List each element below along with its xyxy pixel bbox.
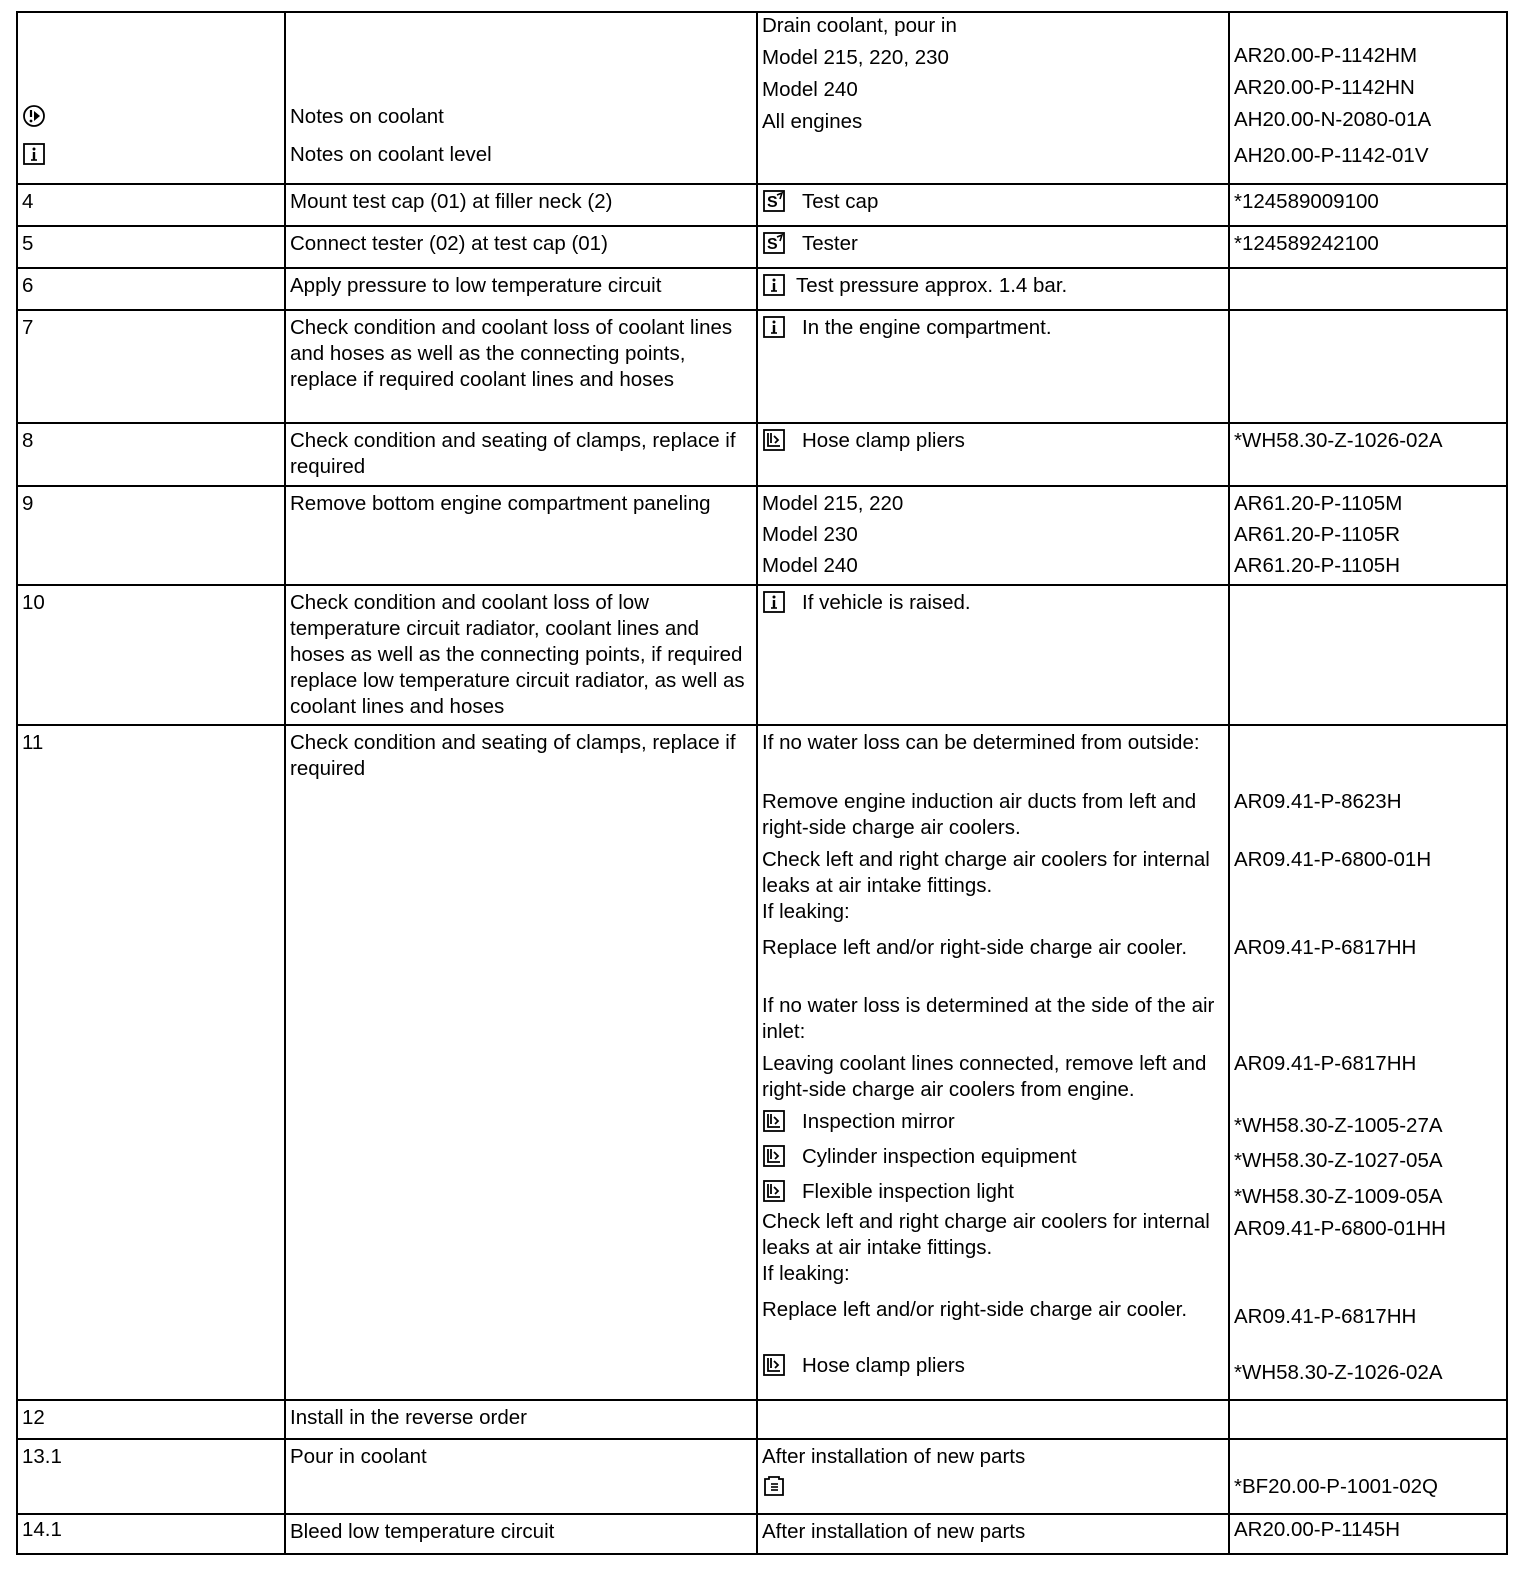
reference-cell: [1229, 1514, 1507, 1554]
step-action: Check condition and seating of clamps, replace if required: [290, 429, 736, 478]
detail-cell: [757, 725, 1229, 1400]
detail-cell: [757, 184, 1229, 226]
note-text: If vehicle is raised.: [802, 591, 971, 614]
action-cell: [285, 1400, 757, 1439]
table-row: [17, 1400, 1507, 1439]
commercial-tool-icon: [762, 1353, 788, 1377]
action-cell: [285, 585, 757, 725]
reference-code: *WH58.30-Z-1026-02A: [1234, 1361, 1443, 1384]
step-number-cell: [17, 725, 285, 1400]
condition-text: If no water loss is determined at the side of the air inlet:: [762, 994, 1215, 1043]
step-number: 8: [22, 429, 34, 452]
reference-code: AR09.41-P-6817HH: [1234, 1305, 1417, 1328]
tool-name: Inspection mirror: [802, 1110, 955, 1133]
instruction-text: Replace left and/or right-side charge air cooler.: [762, 1298, 1188, 1321]
condition-text: After installation of new parts: [762, 1520, 1026, 1543]
reference-code: AR09.41-P-6817HH: [1234, 1052, 1417, 1075]
reference-code: AR20.00-P-1145H: [1234, 1518, 1400, 1541]
step-number: 7: [22, 316, 34, 339]
step-number-cell: [17, 1400, 285, 1439]
step-number-cell: [17, 1514, 285, 1554]
step-action: Apply pressure to low temperature circuit: [290, 274, 662, 297]
svg-text:S: S: [767, 236, 778, 253]
info-icon: [762, 273, 788, 297]
detail-text: Model 230: [762, 523, 858, 546]
detail-cell: [757, 1439, 1229, 1514]
table-row: [17, 423, 1507, 486]
table-row: [17, 184, 1507, 226]
reference-code: *124589242100: [1234, 232, 1379, 255]
condition-text: After installation of new parts: [762, 1445, 1026, 1468]
reference-code: AR09.41-P-6817HH: [1234, 936, 1417, 959]
table-row: [17, 226, 1507, 268]
reference-code: *WH58.30-Z-1009-05A: [1234, 1185, 1443, 1208]
note-label: Notes on coolant: [290, 105, 444, 128]
table-row: [17, 268, 1507, 310]
reference-code: AR61.20-P-1105R: [1234, 523, 1400, 546]
notice-arrow-icon: [22, 104, 48, 128]
detail-cell: [757, 1400, 1229, 1439]
fluid-container-icon: [762, 1474, 788, 1498]
detail-text: Model 240: [762, 554, 858, 577]
step-number-cell: [17, 1439, 285, 1514]
step-number: 12: [22, 1406, 45, 1429]
instruction-text: Leaving coolant lines connected, remove left and right-side charge air coolers from engine.: [762, 1052, 1207, 1101]
step-number-cell: [17, 585, 285, 725]
table-row: [17, 1514, 1507, 1554]
reference-code: AR09.41-P-8623H: [1234, 790, 1402, 813]
special-tool-icon: [762, 189, 788, 213]
info-icon: [22, 142, 48, 166]
condition-text: If leaking:: [762, 900, 850, 923]
step-number-cell: [17, 310, 285, 423]
detail-cell: [757, 268, 1229, 310]
reference-code: AR09.41-P-6800-01H: [1234, 848, 1432, 871]
step-action: Check condition and seating of clamps, replace if required: [290, 731, 736, 780]
commercial-tool-icon: [762, 1179, 788, 1203]
commercial-tool-icon: [762, 1144, 788, 1168]
step-action: Bleed low temperature circuit: [290, 1520, 555, 1543]
action-cell: [285, 226, 757, 268]
reference-code: *124589009100: [1234, 190, 1379, 213]
step-number-cell: [17, 486, 285, 585]
info-icon: [762, 590, 788, 614]
instruction-text: Remove engine induction air ducts from left and right-side charge air coolers.: [762, 790, 1197, 839]
procedure-table: [16, 11, 1508, 1555]
detail-cell: [757, 12, 1229, 184]
reference-code: *WH58.30-Z-1027-05A: [1234, 1149, 1443, 1172]
reference-cell: [1229, 184, 1507, 226]
step-number-cell: [17, 423, 285, 486]
detail-cell: [757, 310, 1229, 423]
tool-name: Flexible inspection light: [802, 1180, 1014, 1203]
instruction-text: Check left and right charge air coolers for internal leaks at air intake fittings.: [762, 1210, 1210, 1259]
step-number: 11: [22, 731, 44, 754]
detail-text: Model 215, 220: [762, 492, 904, 515]
step-number: 14.1: [22, 1518, 62, 1541]
reference-code: AR61.20-P-1105H: [1234, 554, 1400, 577]
detail-cell: [757, 486, 1229, 585]
detail-cell: [757, 226, 1229, 268]
step-action: Install in the reverse order: [290, 1406, 528, 1429]
step-action: Remove bottom engine compartment paneling: [290, 492, 711, 515]
step-action: Pour in coolant: [290, 1445, 427, 1468]
step-number: 6: [22, 274, 34, 297]
step-number: 10: [22, 591, 45, 614]
reference-code: AH20.00-N-2080-01A: [1234, 108, 1432, 131]
action-cell: [285, 184, 757, 226]
condition-text: If leaking:: [762, 1262, 850, 1285]
table-row: [17, 486, 1507, 585]
tool-name: Cylinder inspection equipment: [802, 1145, 1077, 1168]
reference-cell: [1229, 12, 1507, 184]
instruction-text: Check left and right charge air coolers for internal leaks at air intake fittings.: [762, 848, 1210, 897]
action-cell: [285, 1514, 757, 1554]
note-text: Test pressure approx. 1.4 bar.: [796, 274, 1068, 297]
action-cell: [285, 1439, 757, 1514]
action-cell: [285, 423, 757, 486]
action-cell: [285, 12, 757, 184]
detail-cell: [757, 423, 1229, 486]
step-number: 5: [22, 232, 34, 255]
table-row: [17, 725, 1507, 1400]
detail-cell: [757, 585, 1229, 725]
info-icon: [762, 315, 788, 339]
reference-code: AR61.20-P-1105M: [1234, 492, 1403, 515]
note-text: In the engine compartment.: [802, 316, 1052, 339]
step-action: Check condition and coolant loss of low temperature circuit radiator, coolant lines and hoses as well as the connecting points, if required replace low temperature circuit radiator, as well as coolant lines and hoses: [290, 591, 745, 718]
reference-code: AR20.00-P-1142HN: [1234, 76, 1415, 99]
reference-cell: [1229, 1439, 1507, 1514]
reference-cell: [1229, 725, 1507, 1400]
reference-code: AH20.00-P-1142-01V: [1234, 144, 1429, 167]
reference-cell: [1229, 1400, 1507, 1439]
reference-code: *BF20.00-P-1001-02Q: [1234, 1475, 1438, 1498]
step-number-cell: [17, 268, 285, 310]
commercial-tool-icon: [762, 1109, 788, 1133]
reference-cell: [1229, 226, 1507, 268]
action-cell: [285, 310, 757, 423]
table-row: [17, 1439, 1507, 1514]
detail-text: Model 240: [762, 78, 858, 101]
instruction-text: Replace left and/or right-side charge air cooler.: [762, 936, 1188, 959]
tool-name: Tester: [802, 232, 858, 255]
step-number: 9: [22, 492, 34, 515]
reference-cell: [1229, 423, 1507, 486]
condition-text: If no water loss can be determined from outside:: [762, 731, 1200, 754]
table-row: [17, 12, 1507, 184]
reference-cell: [1229, 310, 1507, 423]
reference-cell: [1229, 268, 1507, 310]
step-number-cell: [17, 184, 285, 226]
step-action: Check condition and coolant loss of coolant lines and hoses as well as the connecting points, replace if required coolant lines and hoses: [290, 316, 733, 391]
reference-code: AR20.00-P-1142HM: [1234, 44, 1418, 67]
step-number-cell: [17, 226, 285, 268]
action-cell: [285, 486, 757, 585]
step-number: 13.1: [22, 1445, 62, 1468]
step-number-cell: [17, 12, 285, 184]
commercial-tool-icon: [762, 428, 788, 452]
note-label: Notes on coolant level: [290, 143, 492, 166]
reference-code: *WH58.30-Z-1026-02A: [1234, 429, 1443, 452]
reference-cell: [1229, 585, 1507, 725]
action-cell: [285, 725, 757, 1400]
step-action: Mount test cap (01) at filler neck (2): [290, 190, 613, 213]
action-cell: [285, 268, 757, 310]
step-action: Connect tester (02) at test cap (01): [290, 232, 608, 255]
special-tool-icon: [762, 231, 788, 255]
tool-name: Hose clamp pliers: [802, 429, 965, 452]
step-number: 4: [22, 190, 34, 213]
reference-cell: [1229, 486, 1507, 585]
table-row: [17, 585, 1507, 725]
detail-text: All engines: [762, 110, 863, 133]
reference-code: *WH58.30-Z-1005-27A: [1234, 1114, 1443, 1137]
detail-text: Drain coolant, pour in: [762, 14, 957, 37]
detail-cell: [757, 1514, 1229, 1554]
svg-text:S: S: [767, 194, 778, 211]
table-row: [17, 310, 1507, 423]
reference-code: AR09.41-P-6800-01HH: [1234, 1217, 1446, 1240]
detail-text: Model 215, 220, 230: [762, 46, 949, 69]
tool-name: Test cap: [802, 190, 879, 213]
tool-name: Hose clamp pliers: [802, 1354, 965, 1377]
